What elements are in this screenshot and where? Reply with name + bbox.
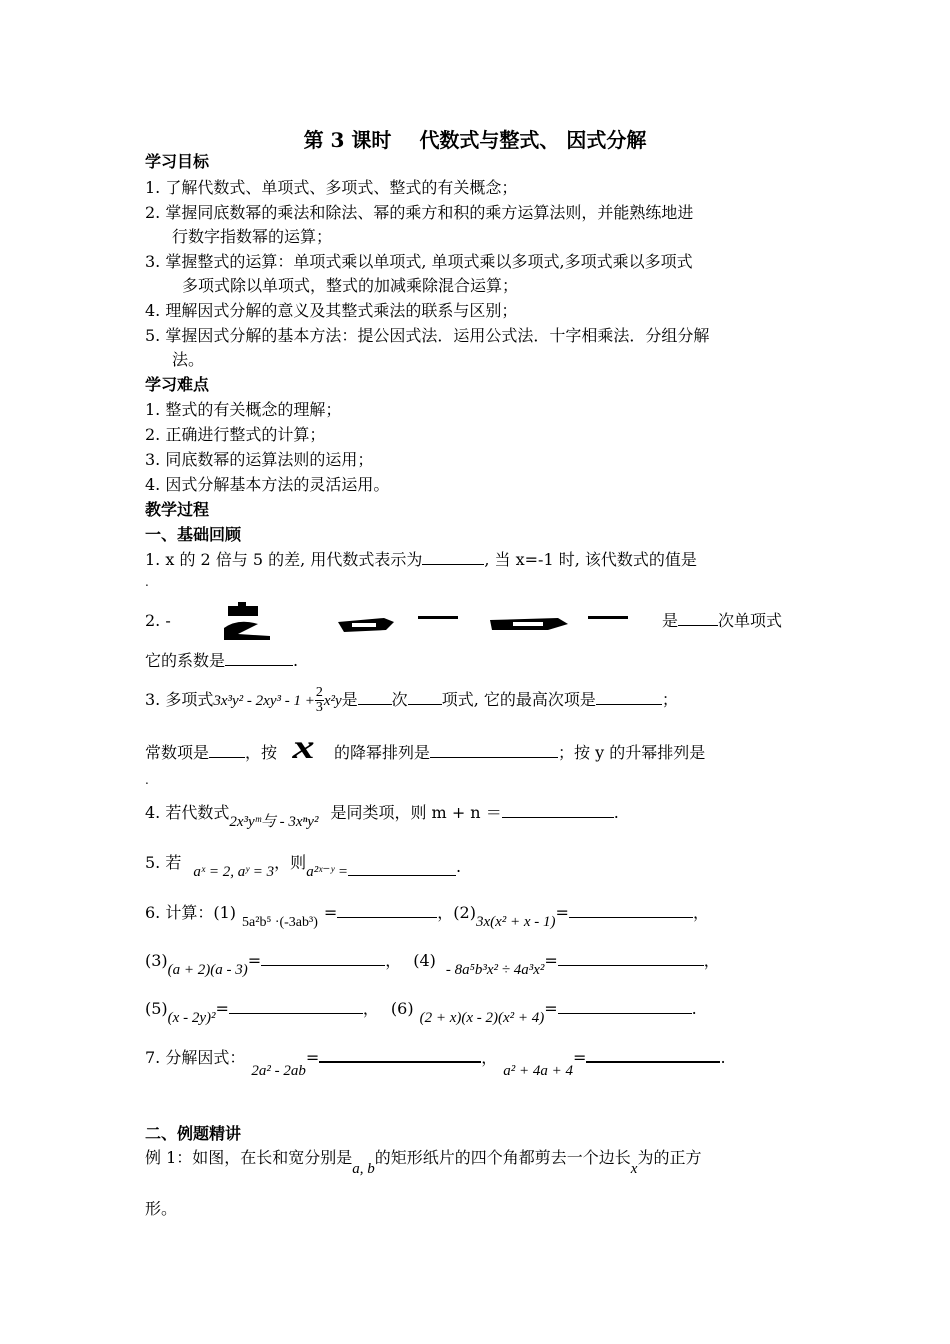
section-review-heading: 一、基础回顾 — [145, 525, 242, 544]
goal-item-cont: 法。 — [172, 350, 205, 369]
example-1: 例 1：如图，在长和宽分别是a, b的矩形纸片的四个角都剪去一个边长x为的正方 — [145, 1148, 702, 1177]
goal-item: 5. 掌握因式分解的基本方法：提公因式法．运用公式法．十字相乘法．分组分解 — [145, 326, 710, 345]
question-3: 3. 多项式3x³y² - 2xy³ - 1 + $\frac{2}{3}$ x²y是 次 项式, 它的最高次项是 ； — [145, 685, 678, 715]
question-2-coef: 它的系数是 . — [145, 651, 299, 670]
goal-item: 3. 掌握整式的运算：单项式乘以单项式, 单项式乘以多项式,多项式乘以多项式 — [145, 252, 693, 271]
difficulties-heading: 学习难点 — [145, 375, 210, 394]
answer-blank — [678, 611, 718, 626]
variable-x-image: x — [292, 729, 315, 766]
answer-blank — [225, 651, 293, 666]
document-page: 第 3 课时 代数式与整式、 因式分解 学习目标 1. 了解代数式、单项式、多项式、整式的有关概念； 2. 掌握同底数幂的乘法和除法、幂的乘方和积的乘方运算法则，并能熟练地进 行数字指数幂的运算； 3. 掌握整式的运算：单项式乘以单项式, 单项式乘以多项式,多项式乘以多项式 多项式除以单项式，整式的加减乘除混合运算； 4. 理解因式分解的意义及其整式乘法的联系与区别； 5. 掌握因式分解的基本方法：提公因式法．运用公式法．十字相乘法．分组分解 法。 学习难点 1. 整式的有关概念的理解； 2. 正确进行整式的计算； 3. 同底数幂的运算法则的运用； 4. 因式分解基本方法的灵活运用。 教学过程 一、基础回顾 1. x 的 2 倍与 5 的差, 用代数式表示为 , 当 x=-1 时, 该代数式的值是 . 2. - 是 次单项式 它的系数是 . 3. 多项式3x³y² - 2xy³ - 1 + $\frac{2}{3}$ x²y是 次 项式, 它的最高次项是 ； 常数项是 ，按 x 的降幂排列是 ；按 y 的升幂排列是 . 4. 若代数式2x³yᵐ与 - 3xⁿy² 是同类项，则 m + n ＝ . 5. 若 aˣ = 2, aʸ = 3，则a²ˣ⁻ʸ = . 6. 计算：(1)5a²b⁵ ·(-3ab³)= ，(2)3x(x² + x - 1)= ， (3)(a + 2)(a - 3)= ， (4) - 8a⁵b³x² ÷ 4a³x²= ， (5)(x - 2y)²= ， (6) (2 + x)(x - 2)(x² + 4)= . 7. 分解因式：2a² - 2ab= ，a² + 4a + 4= . 二、例题精讲 例 1：如图，在长和宽分别是a, b的矩形纸片的四个角都剪去一个边长x为的正方 形。 — [0, 0, 950, 1344]
lesson-topic: 代数式与整式、 因式分解 — [419, 128, 647, 152]
question-3-cont: 常数项是 ，按 x 的降幂排列是 ；按 y 的升幂排列是 — [145, 729, 706, 766]
question-1: 1. x 的 2 倍与 5 的差, 用代数式表示为 , 当 x=-1 时, 该代数式的值是 — [145, 550, 697, 569]
lesson-number: 第 3 课时 — [303, 128, 392, 152]
goal-item: 2. 掌握同底数幂的乘法和除法、幂的乘方和积的乘方运算法则，并能熟练地进 — [145, 203, 694, 222]
goal-item: 4. 理解因式分解的意义及其整式乘法的联系与区别； — [145, 301, 518, 320]
question-6-row2: (3)(a + 2)(a - 3)= ， (4) - 8a⁵b³x² ÷ 4a³x²= ， — [145, 951, 720, 978]
question-6-row3: (5)(x - 2y)²= ， (6) (2 + x)(x - 2)(x² + 4)= . — [145, 999, 697, 1026]
goals-heading: 学习目标 — [145, 152, 210, 171]
question-6: 6. 计算：(1)5a²b⁵ ·(-3ab³)= ，(2)3x(x² + x - 1)= ， — [145, 903, 709, 930]
page-title — [0, 124, 950, 153]
question-2-tail: 是 次单项式 — [662, 611, 783, 630]
garbled-monomial-image — [218, 600, 638, 642]
question-4: 4. 若代数式2x³yᵐ与 - 3xⁿy² 是同类项，则 m + n ＝ . — [145, 803, 619, 830]
goal-item-cont: 行数字指数幂的运算； — [172, 227, 333, 246]
question-2: 2. - — [145, 611, 171, 630]
section-examples-heading: 二、例题精讲 — [145, 1124, 242, 1143]
question-5: 5. 若 aˣ = 2, aʸ = 3，则a²ˣ⁻ʸ = . — [145, 853, 462, 880]
difficulty-item: 1. 整式的有关概念的理解； — [145, 400, 342, 419]
fraction: $\frac{2}{3}$ — [315, 685, 323, 715]
example-1-cont: 形。 — [145, 1199, 178, 1218]
answer-blank — [422, 550, 484, 565]
goal-item-cont: 多项式除以单项式，整式的加减乘除混合运算； — [182, 276, 519, 295]
goal-item: 1. 了解代数式、单项式、多项式、整式的有关概念； — [145, 178, 518, 197]
process-heading: 教学过程 — [145, 500, 210, 519]
question-7: 7. 分解因式：2a² - 2ab= ，a² + 4a + 4= . — [145, 1048, 726, 1079]
difficulty-item: 2. 正确进行整式的计算； — [145, 425, 326, 444]
difficulty-item: 4. 因式分解基本方法的灵活运用。 — [145, 475, 390, 494]
difficulty-item: 3. 同底数幂的运算法则的运用； — [145, 450, 374, 469]
